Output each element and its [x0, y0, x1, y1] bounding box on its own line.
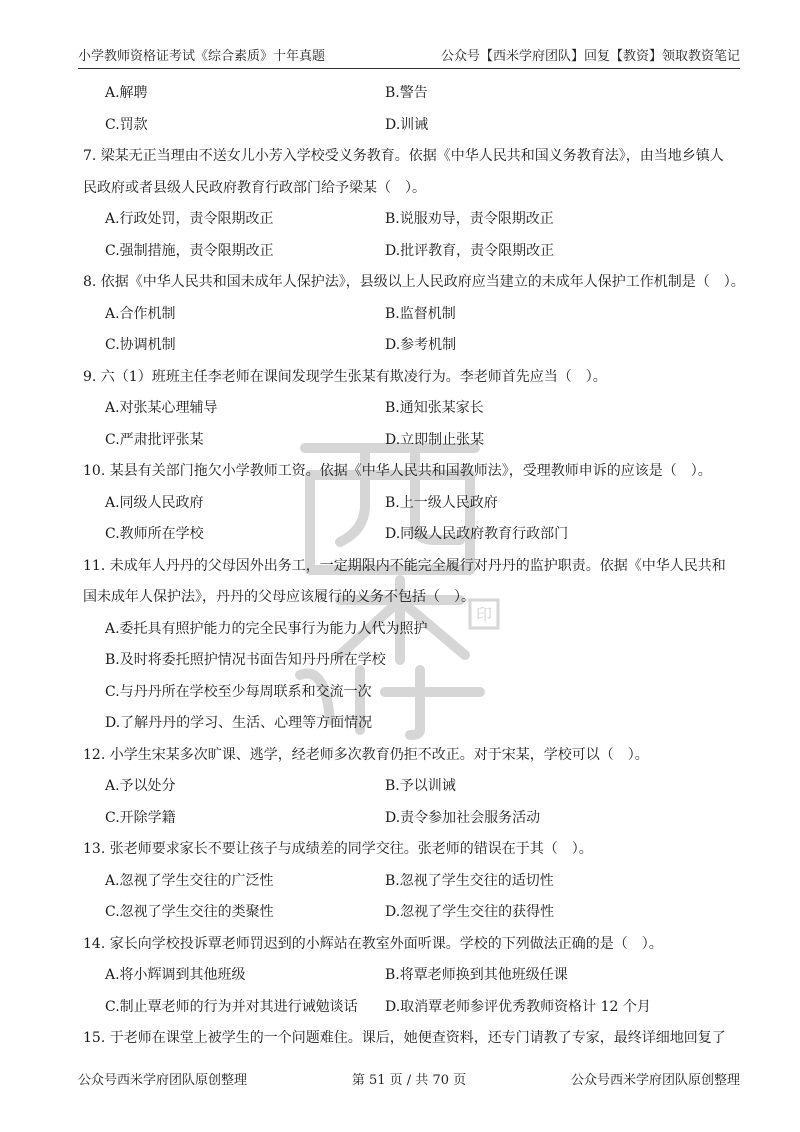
- q12-stem: 12. 小学生宋某多次旷课、逃学，经老师多次教育仍拒不改正。对于宋某，学校可以（ ）。: [83, 746, 649, 763]
- q7-stem: 7. 梁某无正当理由不送女儿小芳入学校受义务教育。依据《中华人民共和国义务教育法》，由当地乡镇人: [83, 148, 724, 164]
- page-footer: [78, 1068, 740, 1088]
- q6-options: [83, 78, 742, 110]
- q6-option-a: A.解聘: [105, 85, 148, 101]
- q11-option-a: A.委托具有照护能力的完全民事行为能力人代为照护: [105, 620, 428, 637]
- q14-option-b: B.将覃老师换到其他班级任课: [385, 967, 568, 983]
- q13-option-d: D.忽视了学生交往的获得性: [385, 904, 555, 920]
- q13-option-b: B.忽视了学生交往的适切性: [385, 872, 554, 889]
- q7-stem-cont: 民政府或者县级人民政府教育行政部门给予梁某（ ）。: [83, 179, 426, 196]
- header-title: 小学教师资格证考试《综合素质》十年真题: [78, 49, 326, 64]
- q11-option-d: D.了解丹丹的学习、生活、心理等方面情况: [105, 715, 373, 731]
- q14-option-c: C.制止覃老师的行为并对其进行诫勉谈话: [105, 998, 358, 1015]
- q6-option-d: D.训诫: [385, 116, 429, 133]
- q7-option-c: C.强制措施，责令限期改正: [105, 242, 274, 259]
- q11-option-c: C.与丹丹所在学校至少每周联系和交流一次: [105, 683, 372, 700]
- q12-option-b: B.予以训诫: [385, 778, 456, 794]
- q11-stem: 11. 未成年人丹丹的父母因外出务工，一定期限内不能完全履行对丹丹的监护职责。依据《中华人民共和: [83, 557, 726, 574]
- q9-option-d: D.立即制止张某: [385, 431, 485, 448]
- footer-right: 公众号西米学府团队原创整理: [570, 1072, 740, 1088]
- q12-option-d: D.责令参加社会服务活动: [385, 809, 541, 826]
- q8-option-a: A.合作机制: [105, 305, 176, 322]
- q8-stem: 8. 依据《中华人民共和国未成年人保护法》，县级以上人民政府应当建立的未成年人保护工作机制是（ ）。: [83, 274, 745, 290]
- q10-stem: 10. 某县有关部门拖欠小学教师工资。依据《中华人民共和国教师法》，受理教师申诉的应该是（ ）。: [83, 463, 712, 479]
- q13-stem: 13. 张老师要求家长不要让孩子与成绩差的同学交往。张老师的错误在于其（ ）。: [83, 841, 593, 857]
- q10-option-a: A.同级人民政府: [105, 494, 204, 511]
- q7-option-b: B.说服劝导，责令限期改正: [385, 211, 554, 227]
- q8-option-c: C.协调机制: [105, 337, 176, 353]
- q6-option-c: C.罚款: [105, 116, 148, 133]
- q10-option-b: B.上一级人民政府: [385, 494, 498, 511]
- q11-stem-cont: 国未成年人保护法》，丹丹的父母应该履行的义务不包括（ ）。: [83, 589, 475, 605]
- q12-option-a: A.予以处分: [105, 778, 176, 794]
- page-number: 第 51 页 / 共 70 页: [351, 1072, 467, 1088]
- q13-option-a: A.忽视了学生交往的广泛性: [105, 872, 274, 889]
- q15-stem: 15. 于老师在课堂上被学生的一个问题难住。课后，她便查资料，还专门请教了专家，最终详细地回复了: [83, 1030, 726, 1046]
- q10-option-c: C.教师所在学校: [105, 526, 204, 542]
- question-list: [83, 78, 745, 1055]
- q9-stem: 9. 六（1）班班主任李老师在课间发现学生张某有欺凌行为。李老师首先应当（ ）。: [83, 368, 607, 385]
- q14-option-a: A.将小辉调到其他班级: [105, 967, 246, 983]
- q12-option-c: C.开除学籍: [105, 809, 176, 826]
- q9-option-c: C.严肃批评张某: [105, 431, 204, 448]
- q10-option-d: D.同级人民政府教育行政部门: [385, 526, 569, 542]
- header-promo: 公众号【西米学府团队】回复【教资】领取教资笔记: [440, 49, 740, 64]
- q14-stem: 14. 家长向学校投诉覃老师罚迟到的小辉站在教室外面听课。学校的下列做法正确的是（ ）。: [83, 935, 663, 952]
- q14-option-d: D.取消覃老师参评优秀教师资格计 12 个月: [385, 998, 651, 1015]
- q9-option-a: A.对张某心理辅导: [105, 400, 218, 416]
- q13-option-c: C.忽视了学生交往的类聚性: [105, 904, 274, 920]
- q6-option-b: B.警告: [385, 85, 428, 101]
- footer-left: 公众号西米学府团队原创整理: [78, 1072, 248, 1088]
- q9-option-b: B.通知张某家长: [385, 400, 484, 416]
- page-header: [78, 42, 740, 69]
- q11-option-b: B.及时将委托照护情况书面告知丹丹所在学校: [105, 652, 386, 668]
- q8-option-d: D.参考机制: [385, 337, 457, 353]
- q8-option-b: B.监督机制: [385, 305, 456, 322]
- q7-option-d: D.批评教育，责令限期改正: [385, 242, 555, 259]
- watermark-stamp: 印: [475, 605, 493, 624]
- q7-option-a: A.行政处罚，责令限期改正: [105, 211, 274, 227]
